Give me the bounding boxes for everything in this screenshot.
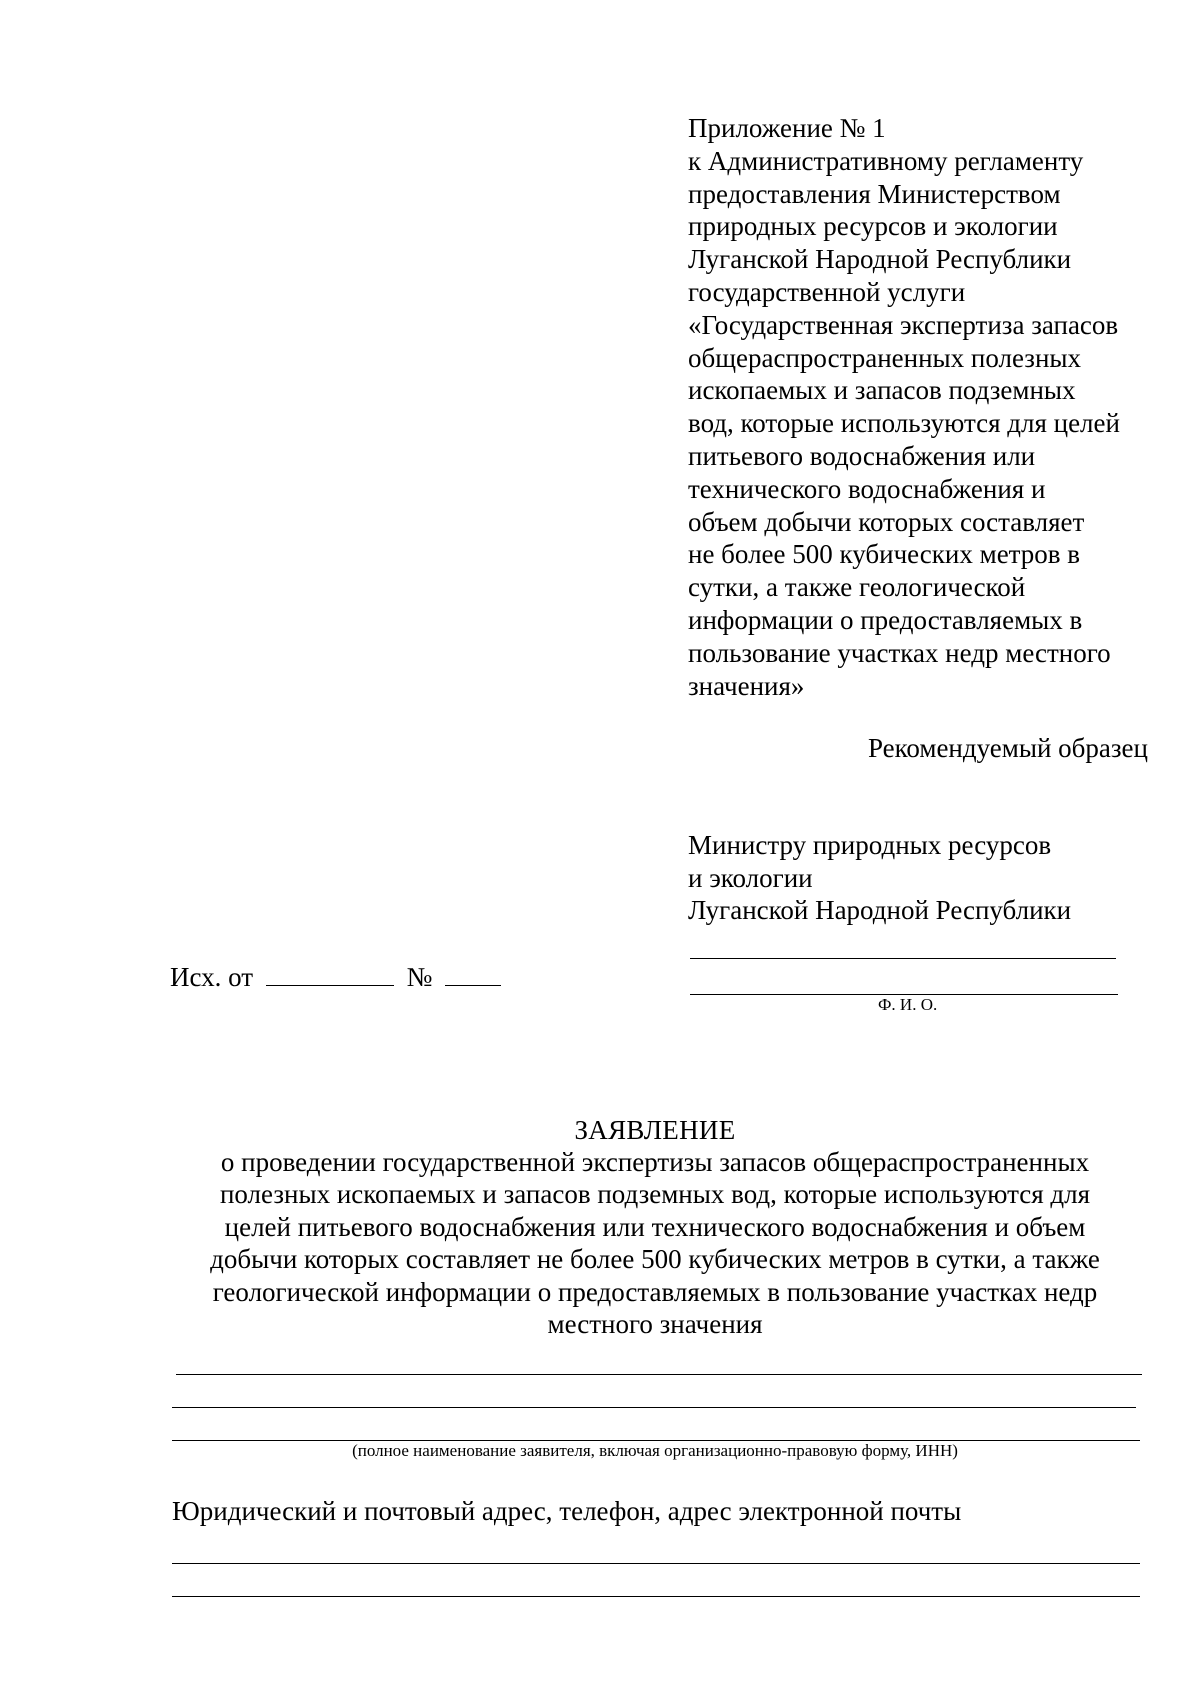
appendix-line: ископаемых и запасов подземных	[688, 375, 1076, 406]
appendix-line: объем добычи которых составляет	[688, 506, 1085, 537]
statement-line: целей питьевого водоснабжения или технического водоснабжения и объем	[224, 1211, 1086, 1242]
legal-address-label: Юридический и почтовый адрес, телефон, адрес электронной почты	[172, 1496, 962, 1526]
appendix-line: питьевого водоснабжения или	[688, 440, 1036, 471]
appendix-line: технического водоснабжения и	[688, 473, 1046, 504]
recommended-sample-label: Рекомендуемый образец	[867, 733, 1148, 763]
statement-title: ЗАЯВЛЕНИЕ	[574, 1115, 736, 1145]
outgoing-number-blank	[445, 961, 501, 986]
appendix-line: предоставления Министерством	[688, 178, 1061, 209]
statement-line: добычи которых составляет не более 500 кубических метров в сутки, а также	[210, 1244, 1100, 1275]
outgoing-prefix: Исх. от	[170, 962, 254, 992]
appendix-line: не более 500 кубических метров в	[688, 539, 1081, 570]
applicant-caption: (полное наименование заявителя, включая организационно-правовую форму, ИНН)	[352, 1441, 958, 1460]
statement-line: о проведении государственной экспертизы запасов общераспространенных	[220, 1147, 1090, 1177]
statement-line: полезных ископаемых и запасов подземных вод, которые используются для	[219, 1179, 1091, 1210]
appendix-line: вод, которые используются для целей	[688, 408, 1120, 439]
appendix-line: Приложение № 1	[688, 113, 886, 143]
address-blank-line	[172, 1596, 1140, 1597]
appendix-line: природных ресурсов и экологии	[688, 211, 1058, 242]
applicant-blank-line	[172, 1407, 1136, 1408]
applicant-blank-line	[176, 1374, 1142, 1375]
outgoing-number-sign: №	[406, 962, 433, 992]
appendix-line: Луганской Народной Республики	[688, 244, 1072, 275]
appendix-line: к Административному регламенту	[688, 145, 1084, 176]
appendix-line: значения»	[688, 670, 805, 701]
statement-description	[160, 1146, 1150, 1340]
appendix-line: сутки, а также геологической	[688, 572, 1026, 603]
outgoing-date-blank	[266, 961, 394, 986]
appendix-line: информации о предоставляемых в	[688, 604, 1083, 635]
addressee-line: Министру природных ресурсов	[688, 830, 1052, 860]
address-blank-line	[172, 1563, 1140, 1564]
statement-line: местного значения	[547, 1309, 763, 1340]
addressee-block	[688, 829, 1071, 927]
appendix-line: государственной услуги	[688, 276, 966, 307]
addressee-line: Луганской Народной Республики	[688, 895, 1072, 925]
outgoing-reference	[170, 961, 501, 993]
appendix-line: пользование участках недр местного	[688, 637, 1111, 668]
statement-line: геологической информации о предоставляемых в пользование участках недр	[212, 1276, 1098, 1307]
addressee-blank-line	[690, 958, 1116, 959]
addressee-line: и экологии	[688, 862, 813, 893]
appendix-header	[688, 112, 1158, 702]
appendix-line: «Государственная экспертиза запасов	[688, 309, 1119, 340]
fio-caption: Ф. И. О.	[878, 995, 938, 1014]
appendix-line: общераспространенных полезных	[688, 342, 1082, 373]
